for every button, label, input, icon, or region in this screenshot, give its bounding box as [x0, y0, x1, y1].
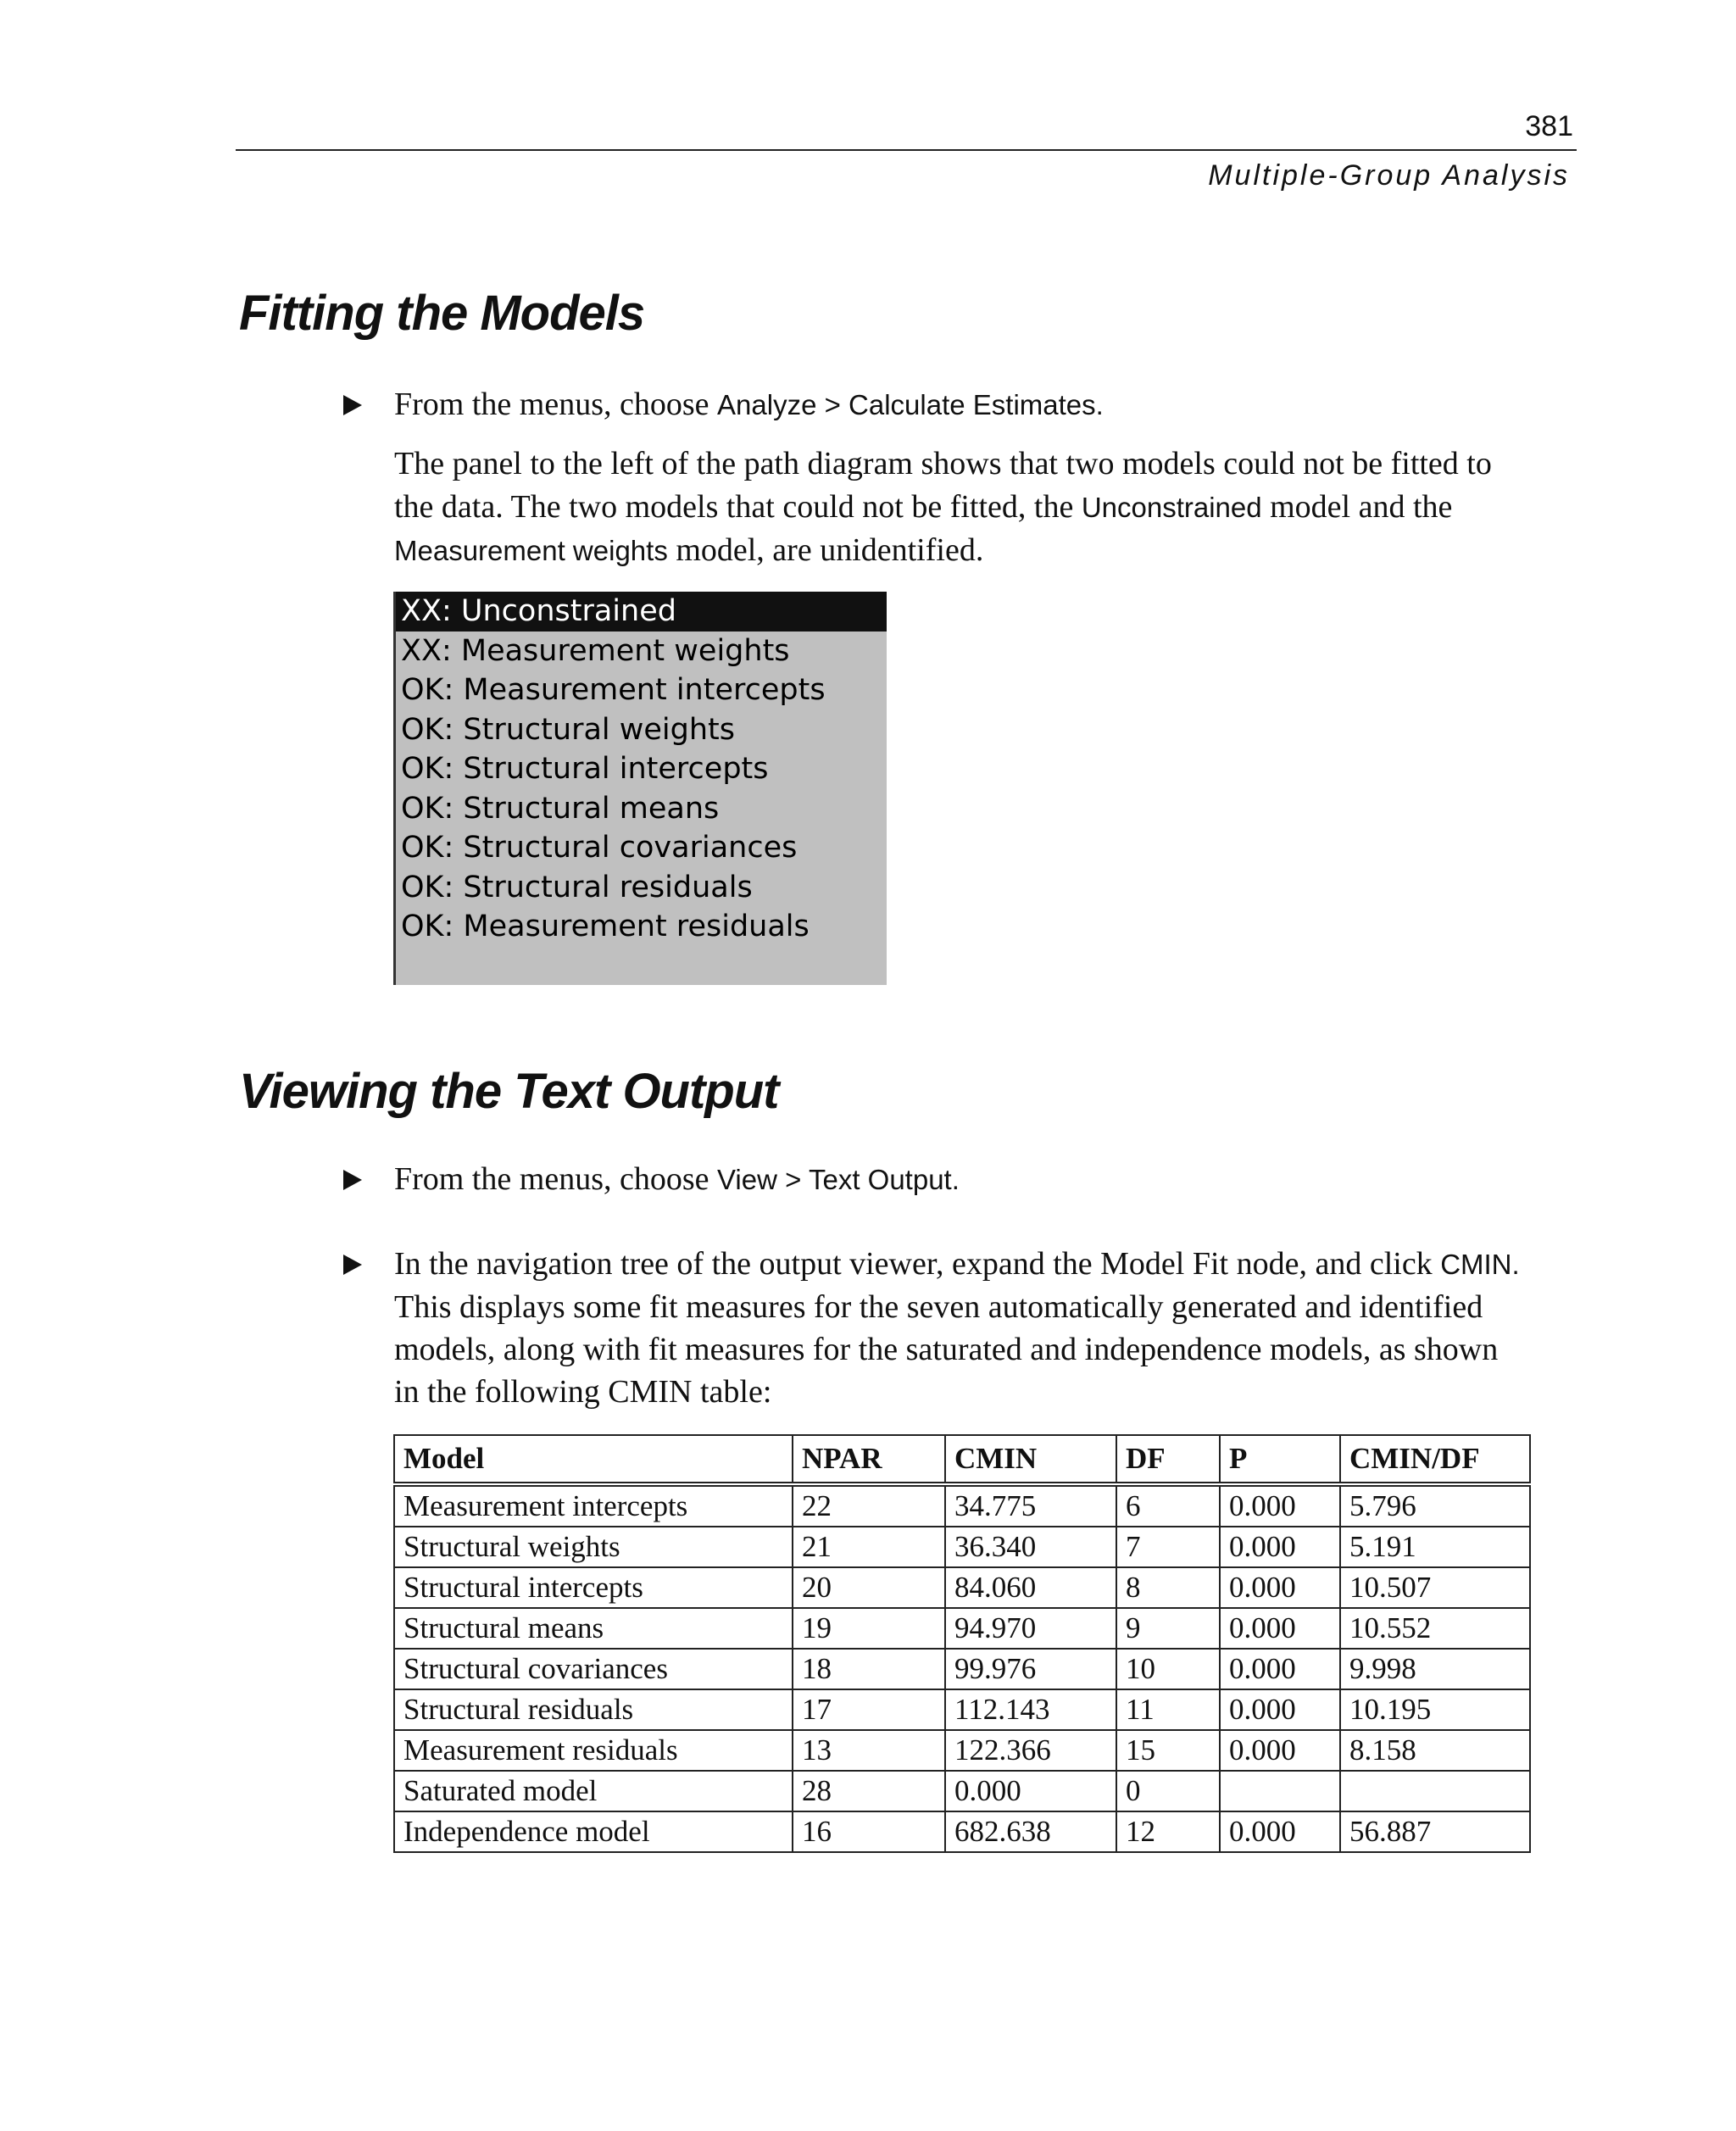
cell-cmin-df: 5.796: [1340, 1484, 1530, 1527]
model-item-structural-residuals[interactable]: OK: Structural residuals: [401, 870, 753, 904]
table-row: [394, 1689, 1530, 1730]
header-model: Model: [394, 1435, 793, 1484]
model-item-measurement-residuals[interactable]: OK: Measurement residuals: [401, 910, 810, 943]
table-row: [394, 1649, 1530, 1689]
cell-model: Measurement residuals: [394, 1730, 793, 1771]
table-row: [394, 1608, 1530, 1649]
cell-p: 0.000: [1220, 1689, 1340, 1730]
cell-p: 0.000: [1220, 1811, 1340, 1852]
cell-df: 7: [1116, 1527, 1220, 1567]
header-rule: [236, 149, 1577, 151]
section-heading-text-output: Viewing the Text Output: [239, 1064, 779, 1119]
menu-text-output: Text Output.: [808, 1164, 960, 1195]
cell-df: 11: [1116, 1689, 1220, 1730]
menu-separator: >: [776, 1164, 809, 1195]
model-item-measurement-weights[interactable]: XX: Measurement weights: [401, 633, 790, 668]
table-row: [394, 1771, 1530, 1811]
model-item-unconstrained[interactable]: XX: Unconstrained: [396, 592, 887, 632]
cell-npar: 28: [793, 1771, 945, 1811]
cell-npar: 20: [793, 1567, 945, 1608]
models-panel: [393, 592, 887, 985]
paragraph-line-3: [394, 529, 1581, 572]
model-item-measurement-intercepts[interactable]: OK: Measurement intercepts: [401, 673, 826, 707]
chapter-title: Multiple-Group Analysis: [1208, 159, 1570, 192]
text: model, are unidentified.: [667, 532, 984, 568]
header-cmin-df: CMIN/DF: [1340, 1435, 1530, 1484]
cell-p: 0.000: [1220, 1567, 1340, 1608]
cell-df: 10: [1116, 1649, 1220, 1689]
cell-cmin-df: [1340, 1771, 1530, 1811]
step-line-4: in the following CMIN table:: [394, 1374, 772, 1410]
model-item-structural-covariances[interactable]: OK: Structural covariances: [401, 831, 798, 865]
cell-npar: 21: [793, 1527, 945, 1567]
text: model and the: [1261, 489, 1453, 525]
header-df: DF: [1116, 1435, 1220, 1484]
cell-npar: 16: [793, 1811, 945, 1852]
model-item-structural-weights[interactable]: OK: Structural weights: [401, 712, 736, 747]
header-p: P: [1220, 1435, 1340, 1484]
cell-model: Independence model: [394, 1811, 793, 1852]
table-row: [394, 1730, 1530, 1771]
cell-df: 15: [1116, 1730, 1220, 1771]
cell-cmin: 36.340: [945, 1527, 1116, 1567]
menu-analyze: Analyze: [717, 389, 817, 420]
cmin-table: [393, 1434, 1531, 1853]
header-npar: NPAR: [793, 1435, 945, 1484]
cell-df: 8: [1116, 1567, 1220, 1608]
menu-calculate-estimates: Calculate Estimates.: [849, 389, 1104, 420]
cell-df: 12: [1116, 1811, 1220, 1852]
cell-cmin: 94.970: [945, 1608, 1116, 1649]
cell-cmin: 682.638: [945, 1811, 1116, 1852]
cell-model: Structural weights: [394, 1527, 793, 1567]
cell-cmin: 112.143: [945, 1689, 1116, 1730]
cell-df: 0: [1116, 1771, 1220, 1811]
table-row: [394, 1527, 1530, 1567]
cell-p: 0.000: [1220, 1730, 1340, 1771]
table-row: [394, 1484, 1530, 1527]
cell-cmin-df: 9.998: [1340, 1649, 1530, 1689]
table-row: [394, 1811, 1530, 1852]
bullet-arrow-icon: [343, 1255, 362, 1275]
cell-cmin-df: 56.887: [1340, 1811, 1530, 1852]
cell-model: Measurement intercepts: [394, 1484, 793, 1527]
step-prefix: From the menus, choose: [394, 1161, 718, 1197]
cell-cmin: 34.775: [945, 1484, 1116, 1527]
step-prefix: From the menus, choose: [394, 387, 718, 422]
cell-cmin-df: 10.195: [1340, 1689, 1530, 1730]
bullet-arrow-icon: [343, 1170, 362, 1190]
cell-cmin-df: 10.507: [1340, 1567, 1530, 1608]
cell-p: 0.000: [1220, 1484, 1340, 1527]
model-item-structural-means[interactable]: OK: Structural means: [401, 791, 720, 826]
step-text: [394, 383, 1581, 426]
text: the data. The two models that could not be fitted, the: [394, 489, 1082, 525]
menu-separator: >: [816, 389, 849, 420]
header-cmin: CMIN: [945, 1435, 1116, 1484]
cell-p: 0.000: [1220, 1527, 1340, 1567]
table-row: [394, 1567, 1530, 1608]
intro-paragraph: [394, 442, 1581, 572]
cell-model: Structural intercepts: [394, 1567, 793, 1608]
cell-cmin-df: 8.158: [1340, 1730, 1530, 1771]
step-line-1: [394, 1243, 1581, 1286]
cell-npar: 18: [793, 1649, 945, 1689]
cell-npar: 13: [793, 1730, 945, 1771]
cell-p: 0.000: [1220, 1608, 1340, 1649]
step-line-3: models, along with fit measures for the saturated and independence models, as shown: [394, 1332, 1499, 1367]
model-item-structural-intercepts[interactable]: OK: Structural intercepts: [401, 752, 769, 786]
step-text: [394, 1158, 1581, 1201]
bullet-arrow-icon: [343, 395, 362, 415]
cell-p: 0.000: [1220, 1649, 1340, 1689]
cell-cmin-df: 10.552: [1340, 1608, 1530, 1649]
cell-df: 9: [1116, 1608, 1220, 1649]
cell-npar: 17: [793, 1689, 945, 1730]
table-header-row: [394, 1435, 1530, 1484]
step-line-2: This displays some fit measures for the seven automatically generated and identified: [394, 1289, 1483, 1325]
cell-cmin: 0.000: [945, 1771, 1116, 1811]
paragraph-line-1: The panel to the left of the path diagram shows that two models could not be fitted to: [394, 446, 1492, 481]
cell-df: 6: [1116, 1484, 1220, 1527]
cell-model: Saturated model: [394, 1771, 793, 1811]
cell-npar: 19: [793, 1608, 945, 1649]
cell-p: [1220, 1771, 1340, 1811]
cell-cmin: 84.060: [945, 1567, 1116, 1608]
term-cmin: CMIN.: [1440, 1249, 1520, 1280]
cell-model: Structural means: [394, 1608, 793, 1649]
term-measurement-weights: Measurement weights: [394, 535, 668, 566]
paragraph-line-2: [394, 486, 1581, 529]
term-unconstrained: Unconstrained: [1081, 492, 1262, 523]
text: In the navigation tree of the output viewer, expand the Model Fit node, and click: [394, 1246, 1441, 1282]
cell-cmin-df: 5.191: [1340, 1527, 1530, 1567]
step-text: [394, 1243, 1581, 1413]
section-heading-fitting-models: Fitting the Models: [239, 286, 645, 341]
page-number: 381: [1525, 110, 1573, 142]
cell-model: Structural residuals: [394, 1689, 793, 1730]
cell-cmin: 122.366: [945, 1730, 1116, 1771]
cell-model: Structural covariances: [394, 1649, 793, 1689]
cell-npar: 22: [793, 1484, 945, 1527]
menu-view: View: [717, 1164, 777, 1195]
cell-cmin: 99.976: [945, 1649, 1116, 1689]
